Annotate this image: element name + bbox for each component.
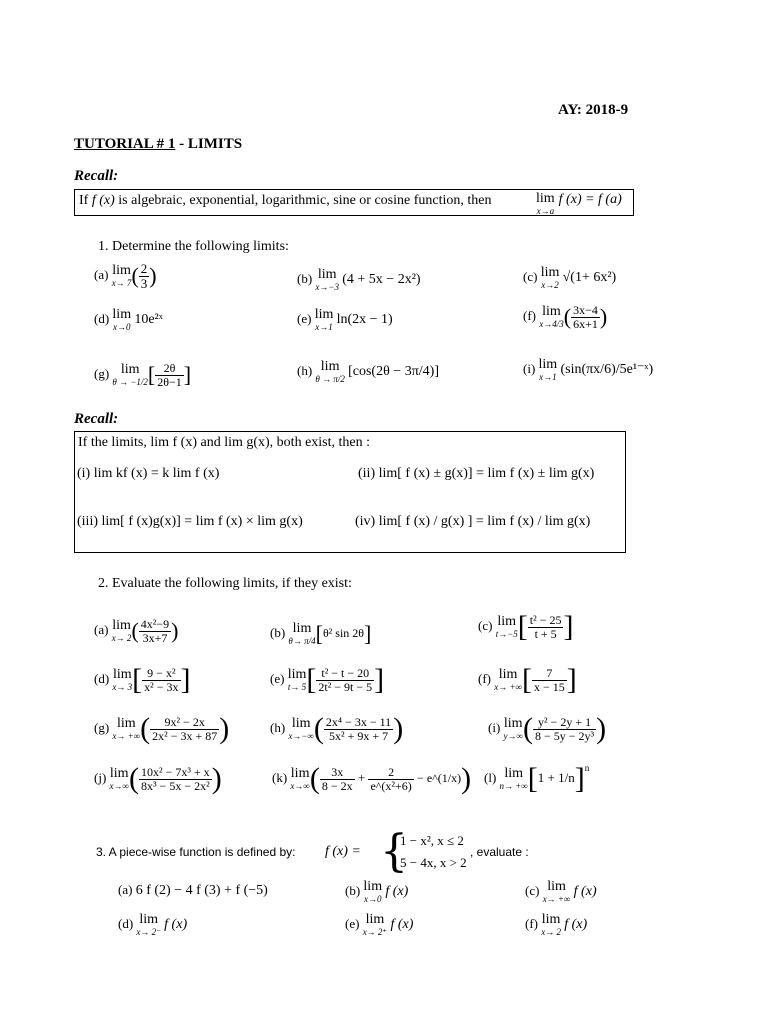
q3-item-d: (d) lim x→ 2⁻ f (x) [118, 912, 188, 937]
q2-item-f: (f) lim x→ +∞ [ $\frac{7}{x - 15}$ ] [478, 663, 577, 696]
q2-item-b: (b) lim θ→ π/4 [θ² sin 2θ] [270, 621, 372, 646]
tutorial-number: TUTORIAL # 1 [74, 136, 176, 152]
q2-item-c: (c) lim t→−5 [ $\frac{\text{t² − 25}}{t + 5}$ ] [478, 610, 574, 643]
q2-item-d: (d) lim x→ 3 [ $\frac{\text{9 − x²}}{\text{x² − 3x}}$ ] [94, 663, 191, 696]
q3-case-1: 1 − x², x ≤ 2 [400, 833, 464, 848]
q1-heading: 1. Determine the following limits: [98, 239, 289, 254]
rule-iv: (iv) lim[ f (x) / g(x) ] = lim f (x) / lim g(x) [355, 514, 591, 529]
q2-item-h: (h) lim x→−∞ ( $\frac{\text{2x⁴ − 3x − 11}}{\text{5x² + 9x + 7}}$ ) [270, 712, 404, 745]
q1-item-d: (d) lim x→0 10e²ˣ [94, 307, 163, 332]
recall-label-2: Recall: [74, 411, 119, 427]
tutorial-topic: - LIMITS [175, 136, 243, 152]
q1-item-g: (g) lim θ → −1/2 [ $\frac{2\theta}{2\theta-1}$ ] [94, 361, 192, 389]
q2-item-l: (l) lim n→ +∞ $[1 + 1/n]^n$ [484, 762, 590, 795]
recall-statement-1: If f (x) is algebraic, exponential, logarithmic, sine or cosine function, then [79, 193, 492, 208]
q3-tail: , evaluate : [470, 845, 529, 859]
q2-item-e: (e) lim t→ 5 [ $\frac{\text{t² − t − 20}}{\text{2t² − 9t − 5}}$ ] [270, 663, 385, 696]
rule-iii: (iii) lim[ f (x)g(x)] = lim f (x) × lim g(x) [77, 514, 303, 529]
recall-intro: If the limits, lim f (x) and lim g(x), both exist, then : [78, 435, 371, 450]
q2-item-k: (k) lim x→∞ ( $\frac{3x}{8 - 2x}$ + $\frac{2}{\text{e\textasciicircum{}(x²+6)}}$ − e^(1/x)) [272, 762, 472, 795]
academic-year: AY: 2018-9 [558, 102, 629, 118]
q3-item-b: (b) lim x→0 f (x) [345, 879, 409, 904]
q2-heading: 2. Evaluate the following limits, if they exist: [98, 576, 352, 591]
q1-item-i: (i) lim x→1 (sin(πx/6)/5e¹⁻ˣ) [523, 357, 654, 382]
q3-item-c: (c) lim x→ +∞ f (x) [525, 879, 597, 904]
q1-item-c: (c) lim x→2 √(1+ 6x²) [523, 265, 617, 290]
q3-item-f: (f) lim x→ 2 f (x) [525, 912, 588, 937]
q3-function-name: f (x) = [325, 844, 361, 859]
q2-item-g: (g) lim x→ +∞ ( $\frac{\text{9x² − 2x}}{\text{2x² − 3x + 87}}$ ) [94, 712, 230, 745]
q1-item-h: (h) lim θ → π/2 [cos(2θ − 3π/4)] [297, 359, 439, 384]
q2-item-j: (j) lim x→∞ ( $\frac{\text{10x² − 7x³ + x}}{\text{8x³ − 5x − 2x²}}$ ) [94, 762, 222, 795]
recall-limit-1: lim x→a f (x) = f (a) [536, 191, 622, 216]
q3-item-e: (e) lim x→ 2⁺ f (x) [345, 912, 414, 937]
q1-item-b: (b) lim x→−3 (4 + 5x − 2x²) [297, 267, 421, 292]
q3-case-2: 5 − 4x, x > 2 [400, 855, 467, 870]
q1-item-e: (e) lim x→1 ln(2x − 1) [297, 307, 393, 332]
q2-item-i: (i) lim y→∞ ( $\frac{\text{y² − 2y + 1}}{\text{8 − 5y − 2y³}}$ ) [488, 712, 607, 745]
q3-heading: 3. A piece-wise function is defined by: [96, 845, 296, 859]
q1-item-a: (a) lim x→ 7 ( $\frac{2}{3}$ ) [94, 261, 157, 291]
recall-label-1: Recall: [74, 168, 119, 184]
q3-brace: { [380, 826, 408, 877]
q1-item-f: (f) lim x→4/3 ( $\frac{3x-4}{6x+1}$ ) [523, 303, 608, 331]
q2-item-a: (a) lim x→ 2 ( $\frac{\text{4x²−9}}{3x+7}$ ) [94, 617, 179, 645]
page-title [74, 136, 242, 153]
q3-item-a: (a) 6 f (2) − 4 f (3) + f (−5) [118, 882, 268, 898]
rule-ii: (ii) lim[ f (x) ± g(x)] = lim f (x) ± lim g(x) [358, 466, 595, 481]
rule-i: (i) lim kf (x) = k lim f (x) [77, 466, 220, 481]
